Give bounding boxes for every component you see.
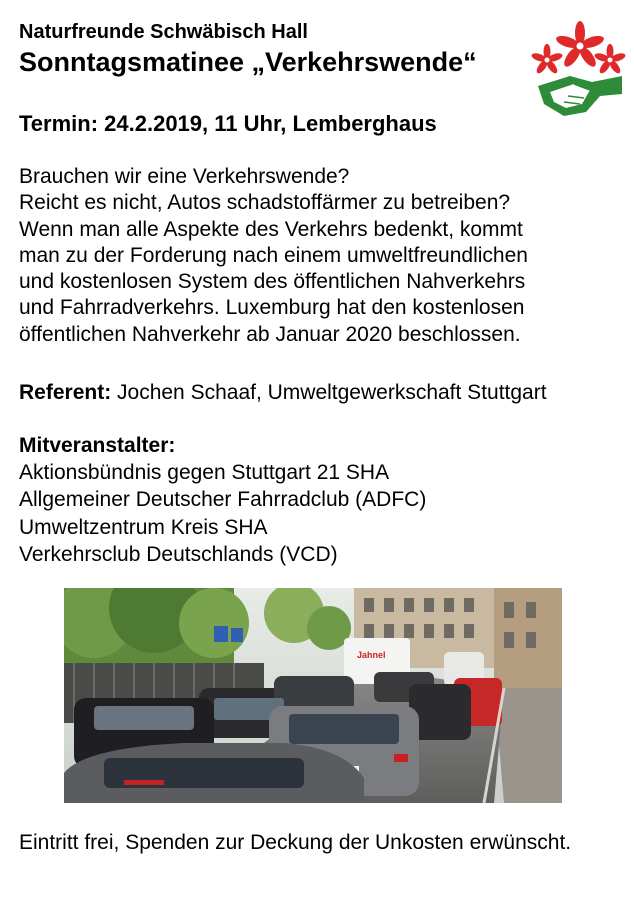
- naturfreunde-logo-icon: [530, 16, 628, 126]
- event-title: Sonntagsmatinee „Verkehrswende“: [19, 47, 477, 77]
- speaker-line: [19, 379, 547, 407]
- intro-paragraph: [19, 164, 619, 348]
- co-organizer-item: Umweltzentrum Kreis SHA: [19, 515, 268, 539]
- van-sign: Jahnel: [357, 650, 386, 660]
- footer-note: Eintritt frei, Spenden zur Deckung der Unkosten erwünscht.: [19, 831, 572, 854]
- intro-line: und Fahrradverkehrs. Luxemburg hat den kostenlosen: [19, 296, 525, 320]
- co-organizers-list: [19, 459, 426, 568]
- organization-name: Naturfreunde Schwäbisch Hall: [19, 21, 308, 43]
- co-organizer-item: Verkehrsclub Deutschlands (VCD): [19, 542, 338, 566]
- event-date-location: Termin: 24.2.2019, 11 Uhr, Lemberghaus: [19, 111, 437, 136]
- co-organizers-heading: Mitveranstalter:: [19, 434, 176, 457]
- intro-line: Brauchen wir eine Verkehrswende?: [19, 165, 350, 188]
- speaker-value: Jochen Schaaf, Umweltgewerkschaft Stuttgart: [111, 381, 547, 404]
- intro-line: öffentlichen Nahverkehr ab Januar 2020 beschlossen.: [19, 322, 521, 346]
- co-organizer-item: Aktionsbündnis gegen Stuttgart 21 SHA: [19, 461, 390, 484]
- intro-line: und kostenlosen System des öffentlichen Nahverkehrs: [19, 270, 526, 294]
- intro-line: Wenn man alle Aspekte des Verkehrs bedenkt, kommt: [19, 217, 523, 241]
- intro-line: man zu der Forderung nach einem umweltfreundlichen: [19, 243, 528, 267]
- traffic-jam-photo: [64, 588, 562, 803]
- speaker-label: Referent:: [19, 381, 112, 404]
- co-organizer-item: Allgemeiner Deutscher Fahrradclub (ADFC): [19, 488, 427, 512]
- intro-line: Reicht es nicht, Autos schadstoffärmer zu betreiben?: [19, 191, 511, 215]
